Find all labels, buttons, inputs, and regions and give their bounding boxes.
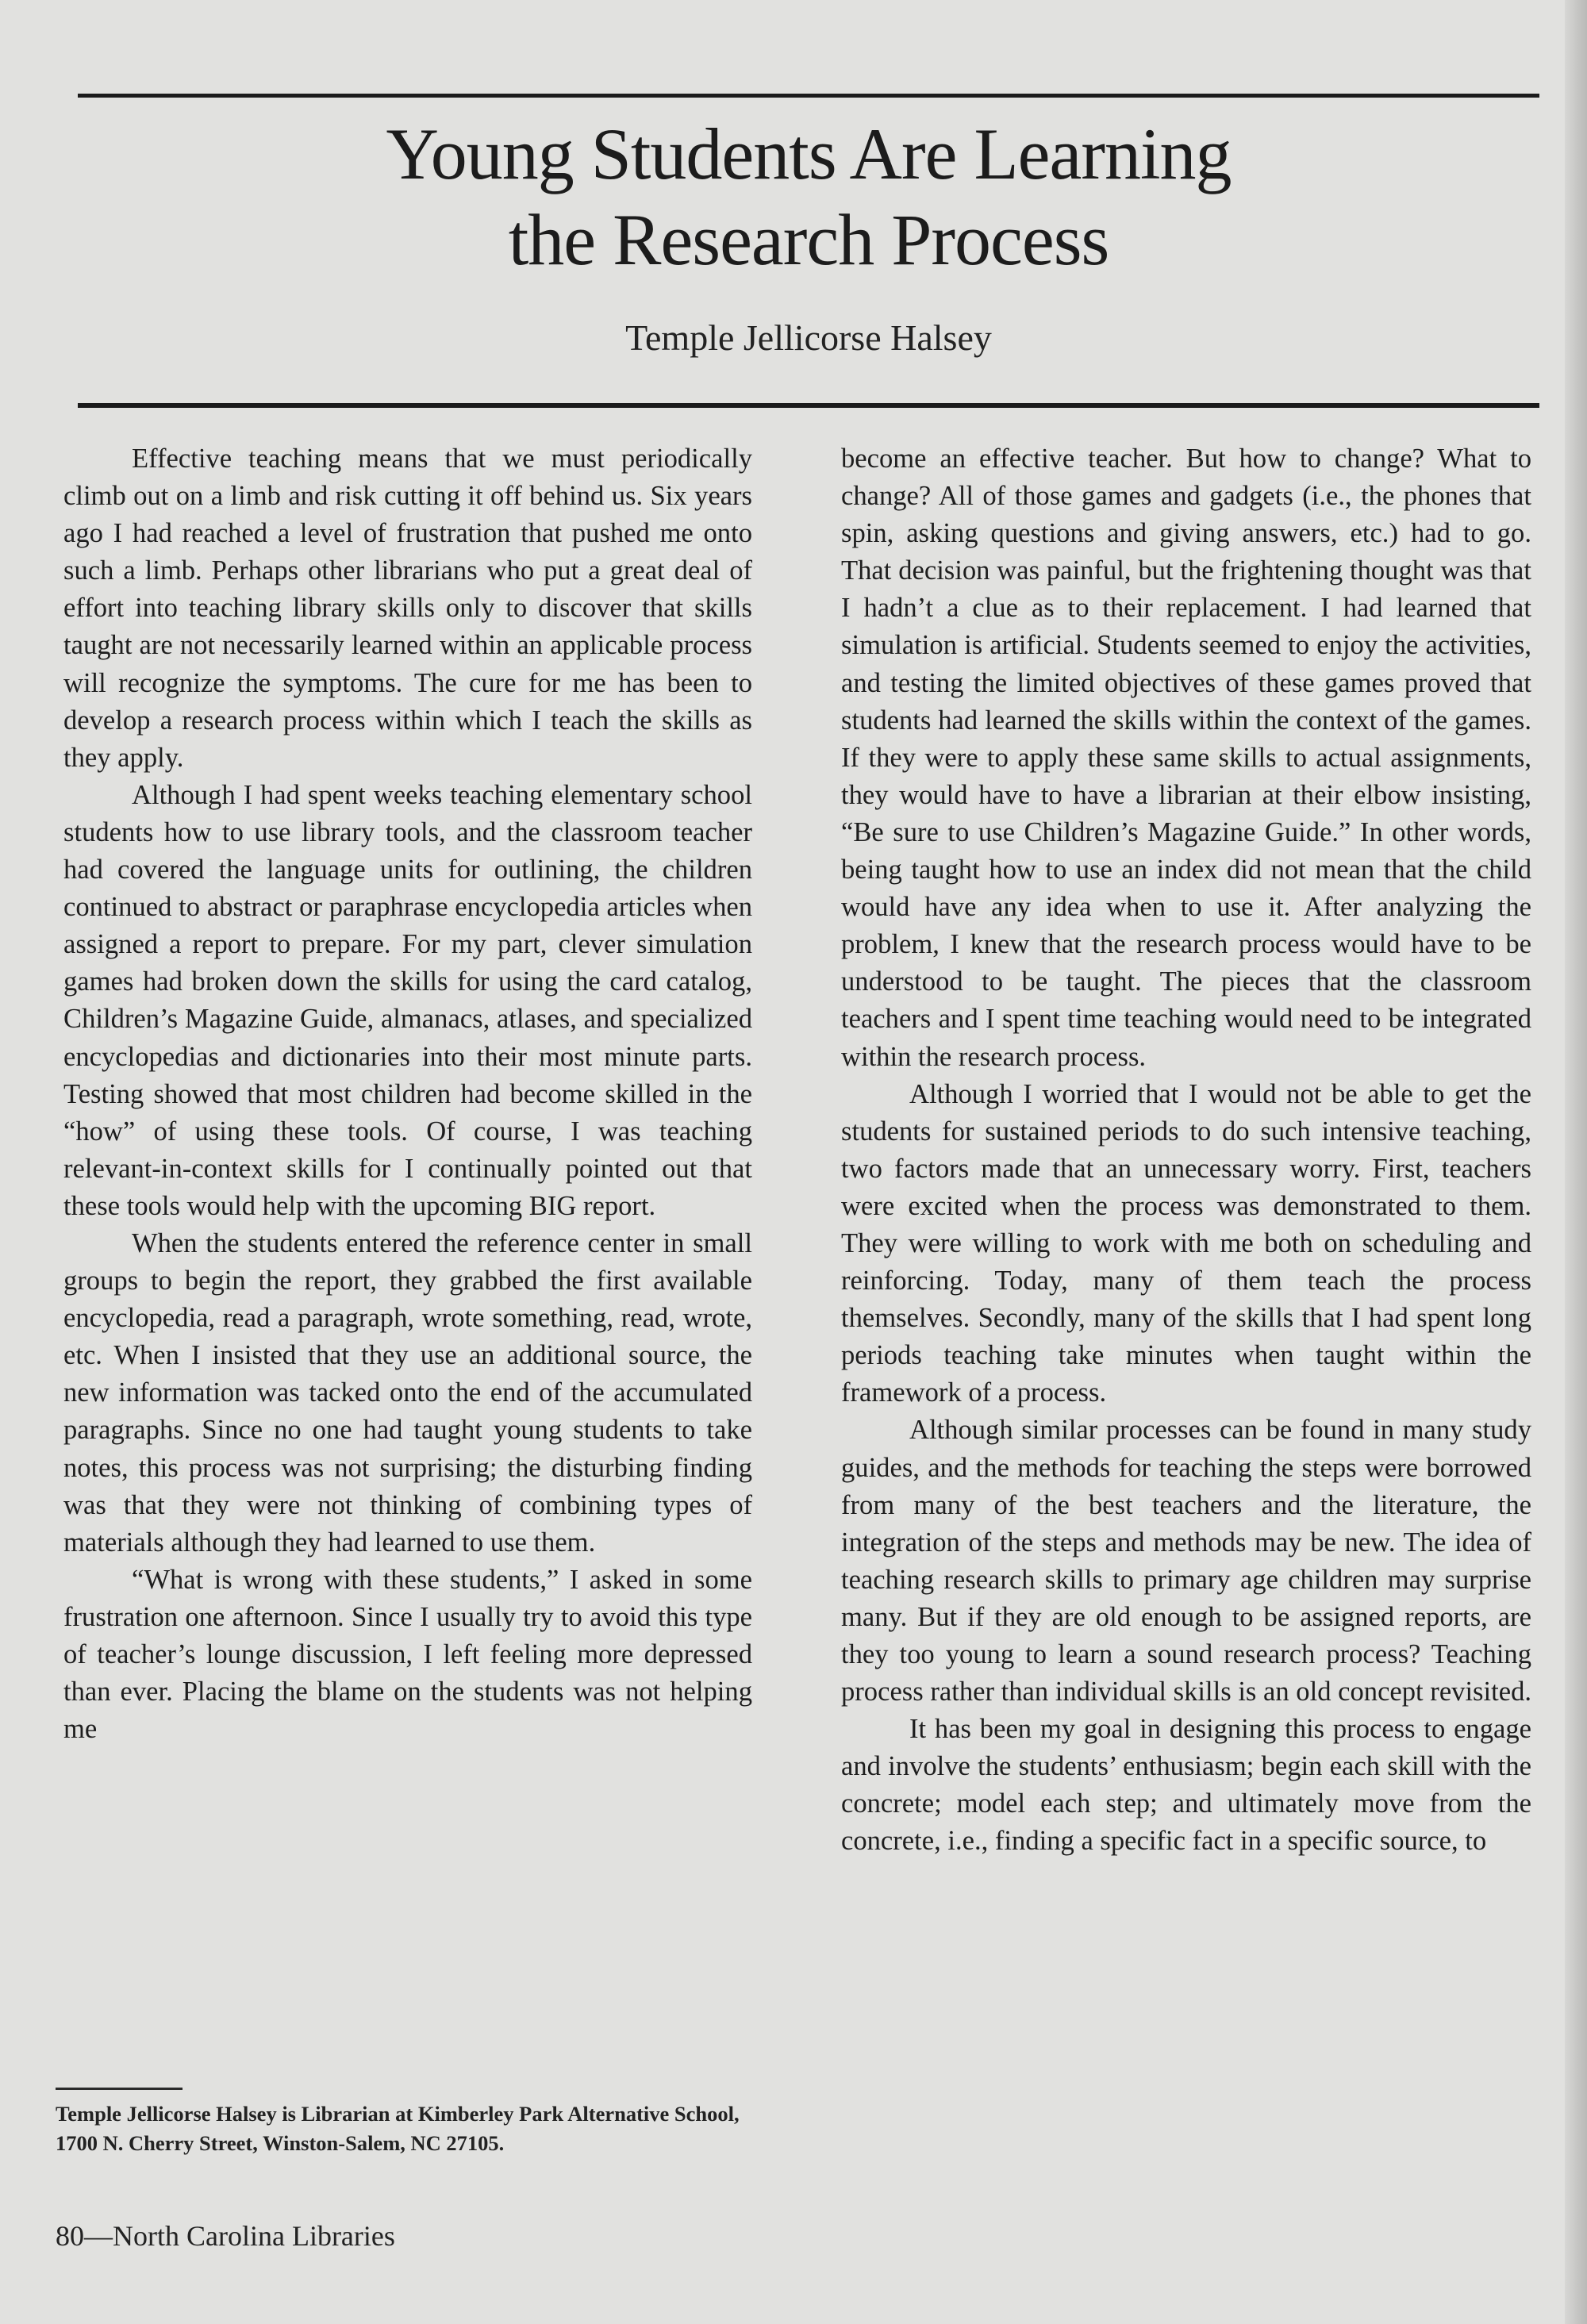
article-title [78,111,1539,282]
footnote-rule [56,2088,183,2090]
title-line-2: the Research Process [508,199,1109,280]
right-column [841,440,1531,1861]
paragraph: Although I worried that I would not be able to get the students for sustained periods to do such intensive teaching, two factors made that an unnecessary worry. First, teachers were excited when the process was demonstrated to them. They were willing to work with me both on scheduling and reinforcing. Today, many of them teach the process themselves. Secondly, many of the skills that I had spent long periods teaching take minutes when taught within the framework of a process. [841,1078,1531,1408]
paragraph: Although I had spent weeks teaching elementary school students how to use library tools, and the classroom teacher had covered the language units for outlining, the children continued to abstract or paraphrase encyclopedia articles when assigned a report to prepare. For my part, clever simulation games had broken down the skills for using the card catalog, Children’s Magazine Guide, almanacs, atlases, and specialized encyclopedias and dictionaries into their most minute parts. Testing showed that most children had become skilled in the “how” of using these tools. Of course, I was teaching relevant-in-context skills for I continually pointed out that these tools would help with the upcoming BIG report. [63,779,752,1221]
title-line-1: Young Students Are Learning [386,113,1232,194]
article-author: Temple Jellicorse Halsey [625,317,992,358]
left-column [63,440,752,1748]
paragraph: It has been my goal in designing this process to engage and involve the students’ enthusiasm; begin each skill with the concrete; model each step; and ultimately move from the concrete, i.e., finding a specific fact in a specific source, to [841,1714,1531,1857]
author-footnote: Temple Jellicorse Halsey is Librarian at Kimberley Park Alternative School, 1700 N. Cherry Street, Winston-Salem, NC 27105. [56,2102,740,2155]
paragraph: Effective teaching means that we must periodically climb out on a limb and risk cutting it off behind us. Six years ago I had reached a level of frustration that pushed me onto such a limb. Perhaps other librarians who put a great deal of effort into teaching library skills only to discover that skills taught are not necessarily learned within an applicable process will recognize the symptoms. The cure for me has been to develop a research process within which I teach the skills as they apply. [63,444,752,773]
paragraph: Although similar processes can be found in many study guides, and the methods for teaching the steps were borrowed from many of the best teachers and the literature, the integration of the steps and methods may be new. The idea of teaching research skills to primary age children may surprise many. But if they are old enough to be assigned reports, are they too young to learn a sound research process? Teaching process rather than individual skills is an old concept revisited. [841,1415,1532,1707]
paragraph: When the students entered the reference center in small groups to begin the report, they grabbed the first available encyclopedia, read a paragraph, wrote something, read, wrote, etc. When I insisted that they use an additional source, the new information was tacked onto the end of the accumulated paragraphs. Since no one had taught young students to take notes, this process was not surprising; the disturbing finding was that they were not thinking of combining types of materials although they had learned to use them. [63,1227,752,1558]
header-rule-top [78,94,1539,98]
page-folio: 80—North Carolina Libraries [56,2220,395,2252]
paragraph-continued: become an effective teacher. But how to change? What to change? All of those games and gadgets (i.e., the phones that spin, asking questions and giving answers, etc.) had to go. That decision was painful, but the frightening thought was that I hadn’t a clue as to their replacement. I had learned that simulation is artificial. Students seemed to enjoy the activities, and testing the limited objectives of these games proved that students had learned the skills within the context of the games. If they were to apply these same skills to actual assignments, they would have to have a librarian at their elbow insisting, “Be sure to use Children’s Magazine Guide.” In other words, being taught how to use an index did not mean that the child would have any idea when to use it. After analyzing the problem, I knew that the research process would have to be understood to be taught. The pieces that the classroom teachers and I spent time teaching would need to be integrated within the research process. [841,444,1531,1072]
header-rule-bottom [78,403,1539,408]
page-edge-shadow [1565,0,1587,2324]
paragraph: “What is wrong with these students,” I asked in some frustration one afternoon. Since I usually try to avoid this type of teacher’s lounge discussion, I left feeling more depressed than ever. Placing the blame on the students was not helping me [63,1564,752,1745]
